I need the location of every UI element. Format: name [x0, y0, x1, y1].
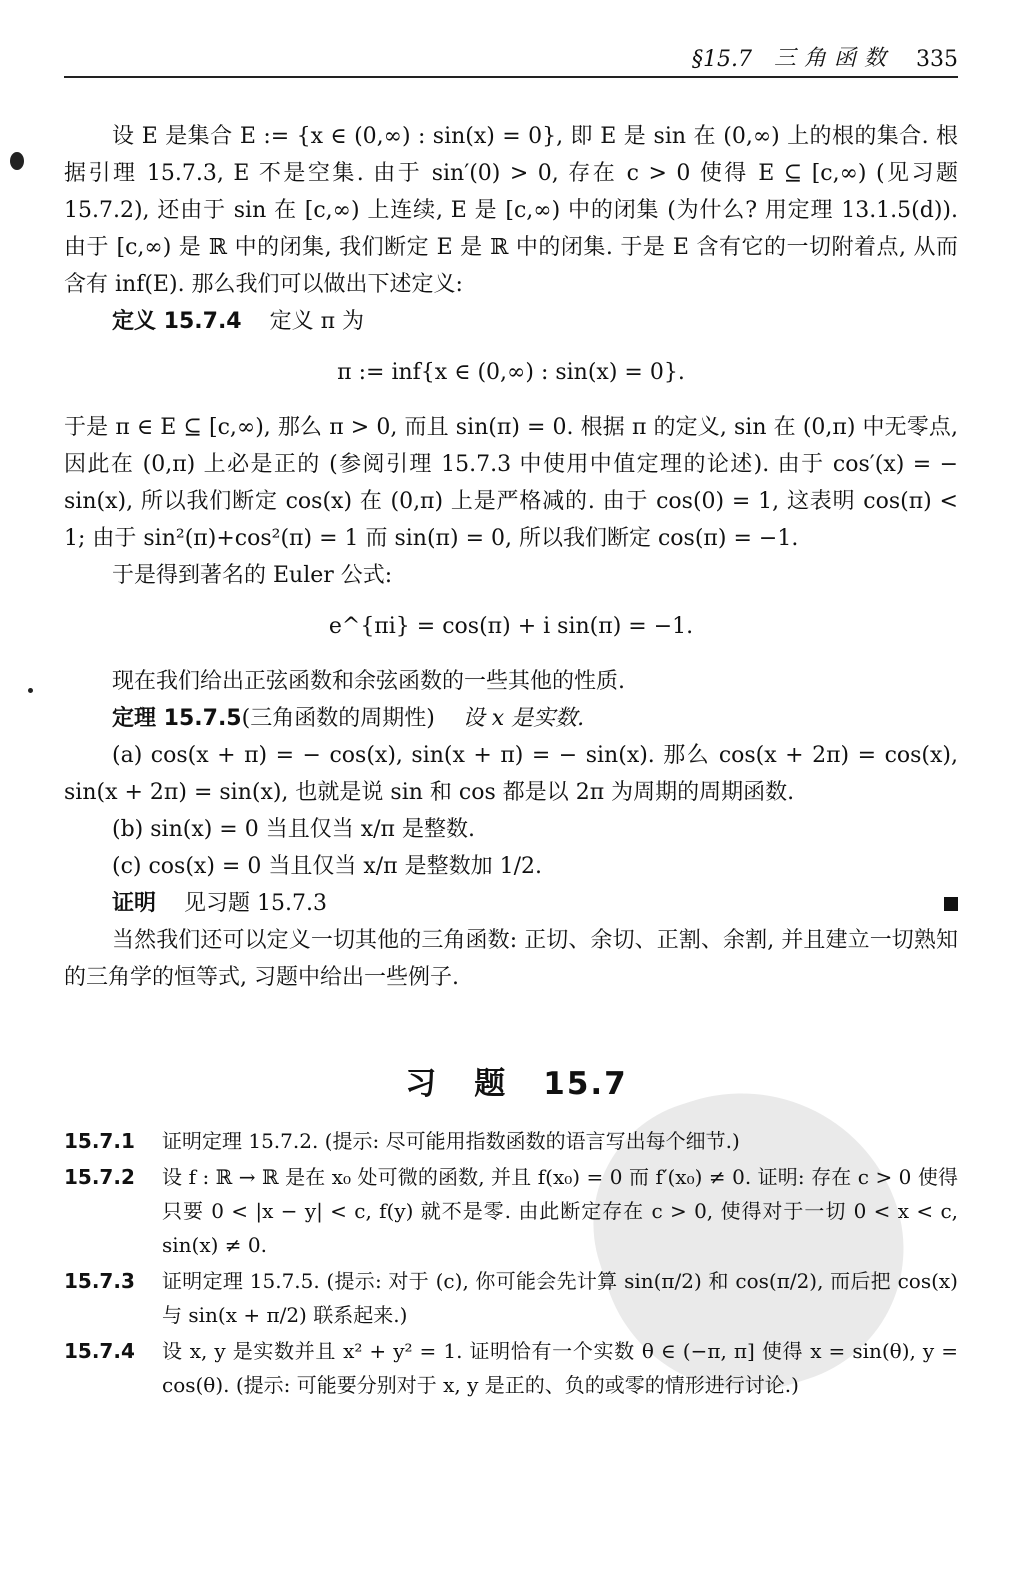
pi-definition-formula: π := inf{x ∈ (0,∞) : sin(x) = 0}.	[337, 360, 685, 385]
theorem-text: 设 x 是实数.	[462, 706, 585, 731]
scan-speck	[10, 152, 24, 170]
theorem-15-7-5	[64, 700, 958, 737]
running-header	[64, 40, 958, 78]
main-text	[64, 118, 958, 996]
paragraph-set-e: 设 E 是集合 E := {x ∈ (0,∞) : sin(x) = 0}, 即 E 是 sin 在 (0,∞) 上的根的集合. 根据引理 15.7.3, E 不是空集. 由于 sin′(0) > 0, 存在 c > 0 使得 E ⊆ [c,∞) (见习题 15.7.2), 还由于 sin 在 [c,∞) 上连续, E 是 [c,∞) 中的闭集 (为什么? 用定理 13.1.5(d)). 由于 [c,∞) 是 ℝ 中的闭集, 我们断定 E 是 ℝ 中的闭集. 于是 E 含有它的一切附着点, 从而含有 inf(E). 那么我们可以做出下述定义:	[64, 124, 958, 297]
exercise-number: 15.7.1	[64, 1129, 135, 1153]
page-number: 335	[916, 47, 958, 72]
theorem-item-b: (b) sin(x) = 0 当且仅当 x/π 是整数.	[112, 817, 475, 842]
paragraph-pi-properties: 于是 π ∈ E ⊆ [c,∞), 那么 π > 0, 而且 sin(π) = 0. 根据 π 的定义, sin 在 (0,π) 中无零点, 因此在 (0,π) 上必是正的 (参阅引理 15.7.3 中使用中值定理的论述). 由于 cos′(x) = − sin(x), 所以我们断定 cos(x) 在 (0,π) 上是严格减的. 由于 cos(0) = 1, 这表明 cos(π) < 1; 由于 sin²(π)+cos²(π) = 1 而 sin(π) = 0, 所以我们断定 cos(π) = −1.	[64, 415, 958, 551]
euler-formula: e^{πi} = cos(π) + i sin(π) = −1.	[328, 614, 694, 639]
exercise-list	[64, 1124, 958, 1404]
exercise-text: 设 x, y 是实数并且 x² + y² = 1. 证明恰有一个实数 θ ∈ (−π, π] 使得 x = sin(θ), y = cos(θ). (提示: 可能要分别对于 x, y 是正的、负的或零的情形进行讨论.)	[162, 1339, 958, 1397]
proof-label: 证明	[112, 891, 157, 916]
header-section: §15.7	[692, 47, 752, 72]
paragraph-other-properties: 现在我们给出正弦函数和余弦函数的一些其他的性质.	[112, 669, 625, 694]
exercise-text: 证明定理 15.7.5. (提示: 对于 (c), 你可能会先计算 sin(π/2) 和 cos(π/2), 而后把 cos(x) 与 sin(x + π/2) 联系起来.)	[162, 1269, 958, 1327]
theorem-name: (三角函数的周期性)	[241, 706, 435, 731]
exercises-heading-number: 15.7	[543, 1066, 628, 1102]
theorem-item-a: (a) cos(x + π) = − cos(x), sin(x + π) = − sin(x). 那么 cos(x + 2π) = cos(x), sin(x + 2π) = sin(x), 也就是说 sin 和 cos 都是以 2π 为周期的周期函数.	[64, 743, 958, 805]
exercise-item	[64, 1334, 958, 1402]
exercise-number: 15.7.2	[64, 1165, 135, 1189]
exercises-heading	[0, 1058, 1033, 1103]
exercise-number: 15.7.4	[64, 1339, 135, 1363]
proof	[64, 885, 958, 922]
theorem-label: 定理 15.7.5	[112, 706, 242, 731]
exercise-text: 证明定理 15.7.2. (提示: 尽可能用指数函数的语言写出每个细节.)	[162, 1129, 740, 1153]
paragraph-other-trig: 当然我们还可以定义一切其他的三角函数: 正切、余切、正割、余割, 并且建立一切熟知的三角学的恒等式, 习题中给出一些例子.	[64, 928, 958, 990]
exercises-heading-char-1: 习	[405, 1066, 439, 1102]
exercise-item	[64, 1264, 958, 1332]
scan-speck	[28, 688, 33, 693]
exercise-text: 设 f : ℝ → ℝ 是在 x₀ 处可微的函数, 并且 f(x₀) = 0 而 f′(x₀) ≠ 0. 证明: 存在 c > 0 使得只要 0 < |x − y| < c, f(y) 就不是零. 由此断定存在 c > 0, 使得对于一切 0 < x < c, sin(x) ≠ 0.	[162, 1165, 958, 1257]
exercises-heading-char-2: 题	[474, 1066, 508, 1102]
definition-label: 定义 15.7.4	[112, 309, 242, 334]
proof-text: 见习题 15.7.3	[184, 891, 327, 916]
exercise-item	[64, 1124, 958, 1158]
definition-text: 定义 π 为	[269, 309, 365, 334]
exercise-number: 15.7.3	[64, 1269, 135, 1293]
qed-square-icon	[944, 897, 958, 911]
paragraph-euler-intro: 于是得到著名的 Euler 公式:	[112, 563, 393, 588]
theorem-item-c: (c) cos(x) = 0 当且仅当 x/π 是整数加 1/2.	[112, 854, 542, 879]
definition-15-7-4	[64, 303, 958, 340]
header-title: 三角函数	[773, 46, 894, 71]
exercise-item	[64, 1160, 958, 1262]
